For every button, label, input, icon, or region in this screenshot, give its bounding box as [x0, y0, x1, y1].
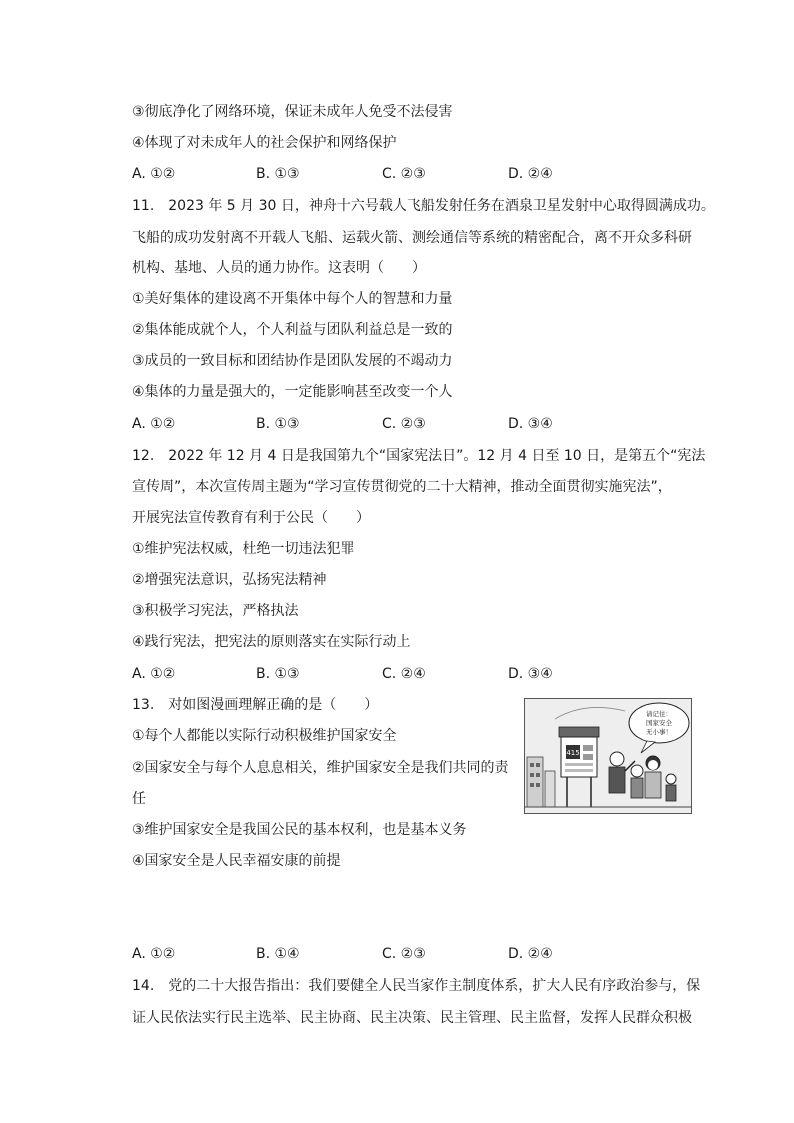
- q12-option-d: D. ③④: [508, 666, 553, 682]
- q12-stem-line-1: 12. 2022 年 12 月 4 日是我国第九个“国家宪法日”。12 月 4 日至 10 日，是第五个“宪法: [132, 448, 706, 464]
- q11-stem-line-3: 机构、基地、人员的通力协作。这表明（ ）: [132, 260, 426, 276]
- q13-item-3: ③维护国家安全是我国公民的基本权利，也是基本义务: [132, 822, 467, 838]
- q11-item-1: ①美好集体的建设离不开集体中每个人的智慧和力量: [132, 291, 453, 307]
- q11-option-d: D. ③④: [508, 416, 553, 432]
- bubble-line-1: 请记住：: [646, 710, 672, 718]
- q13-option-b: B. ①④: [256, 946, 300, 962]
- q11-item-4: ④集体的力量是强大的，一定能影响甚至改变一个人: [132, 384, 453, 400]
- q12-option-c: C. ②④: [382, 666, 426, 682]
- q14-stem-line-1: 14. 党的二十大报告指出：我们要健全人民当家作主制度体系，扩大人民有序政治参与，保: [132, 978, 701, 994]
- q12-stem-line-2: 宣传周”，本次宣传周主题为“学习宣传贯彻党的二十大精神，推动全面贯彻实施宪法”，: [132, 479, 672, 495]
- q10-item-3: ③彻底净化了网络环境，保证未成年人免受不法侵害: [132, 104, 453, 120]
- q12-item-3: ③积极学习宪法，严格执法: [132, 603, 299, 619]
- q11-option-a: A. ①②: [132, 416, 176, 432]
- bubble-line-3: 无小事！: [646, 728, 672, 736]
- q13-item-2-cont: 任: [132, 791, 146, 807]
- q11-item-2: ②集体能成就个人，个人利益与团队利益总是一致的: [132, 322, 453, 338]
- q10-option-d: D. ②④: [508, 166, 553, 182]
- board-number: 415: [566, 749, 580, 757]
- q10-item-4: ④体现了对未成年人的社会保护和网络保护: [132, 135, 397, 151]
- q13-option-a: A. ①②: [132, 946, 176, 962]
- q11-option-b: B. ①③: [256, 416, 300, 432]
- q11-item-3: ③成员的一致目标和团结协作是团队发展的不竭动力: [132, 353, 453, 369]
- q10-option-b: B. ①③: [256, 166, 300, 182]
- q10-option-c: C. ②③: [382, 166, 426, 182]
- q13-option-d: D. ②④: [508, 946, 553, 962]
- q12-item-1: ①维护宪法权威，杜绝一切违法犯罪: [132, 541, 355, 557]
- bubble-line-2: 国家安全: [646, 719, 672, 727]
- q13-option-c: C. ②③: [382, 946, 426, 962]
- q11-option-c: C. ②③: [382, 416, 426, 432]
- q11-stem-line-2: 飞船的成功发射离不开载人飞船、运载火箭、测绘通信等系统的精密配合，离不开众多科研: [132, 230, 692, 246]
- q12-item-4: ④践行宪法，把宪法的原则落实在实际行动上: [132, 634, 411, 650]
- q10-option-a: A. ①②: [132, 166, 176, 182]
- q12-stem-line-3: 开展宪法宣传教育有利于公民（ ）: [132, 510, 370, 526]
- q13-item-4: ④国家安全是人民幸福安康的前提: [132, 853, 341, 869]
- q12-item-2: ②增强宪法意识，弘扬宪法精神: [132, 572, 327, 588]
- q13-stem: 13. 对如图漫画理解正确的是（ ）: [132, 697, 379, 713]
- q12-option-a: A. ①②: [132, 666, 176, 682]
- q14-stem-line-2: 证人民依法实行民主选举、民主协商、民主决策、民主管理、民主监督，发挥人民群众积极: [132, 1010, 692, 1026]
- national-security-comic: [524, 698, 692, 814]
- q11-stem-line-1: 11. 2023 年 5 月 30 日，神舟十六号载人飞船发射任务在酒泉卫星发射中心取得圆满成功。: [132, 198, 715, 214]
- q13-item-1: ①每个人都能以实际行动积极维护国家安全: [132, 728, 397, 744]
- q12-option-b: B. ①③: [256, 666, 300, 682]
- q13-item-2: ②国家安全与每个人息息相关，维护国家安全是我们共同的责: [132, 760, 509, 776]
- comic-illustration: [525, 699, 691, 813]
